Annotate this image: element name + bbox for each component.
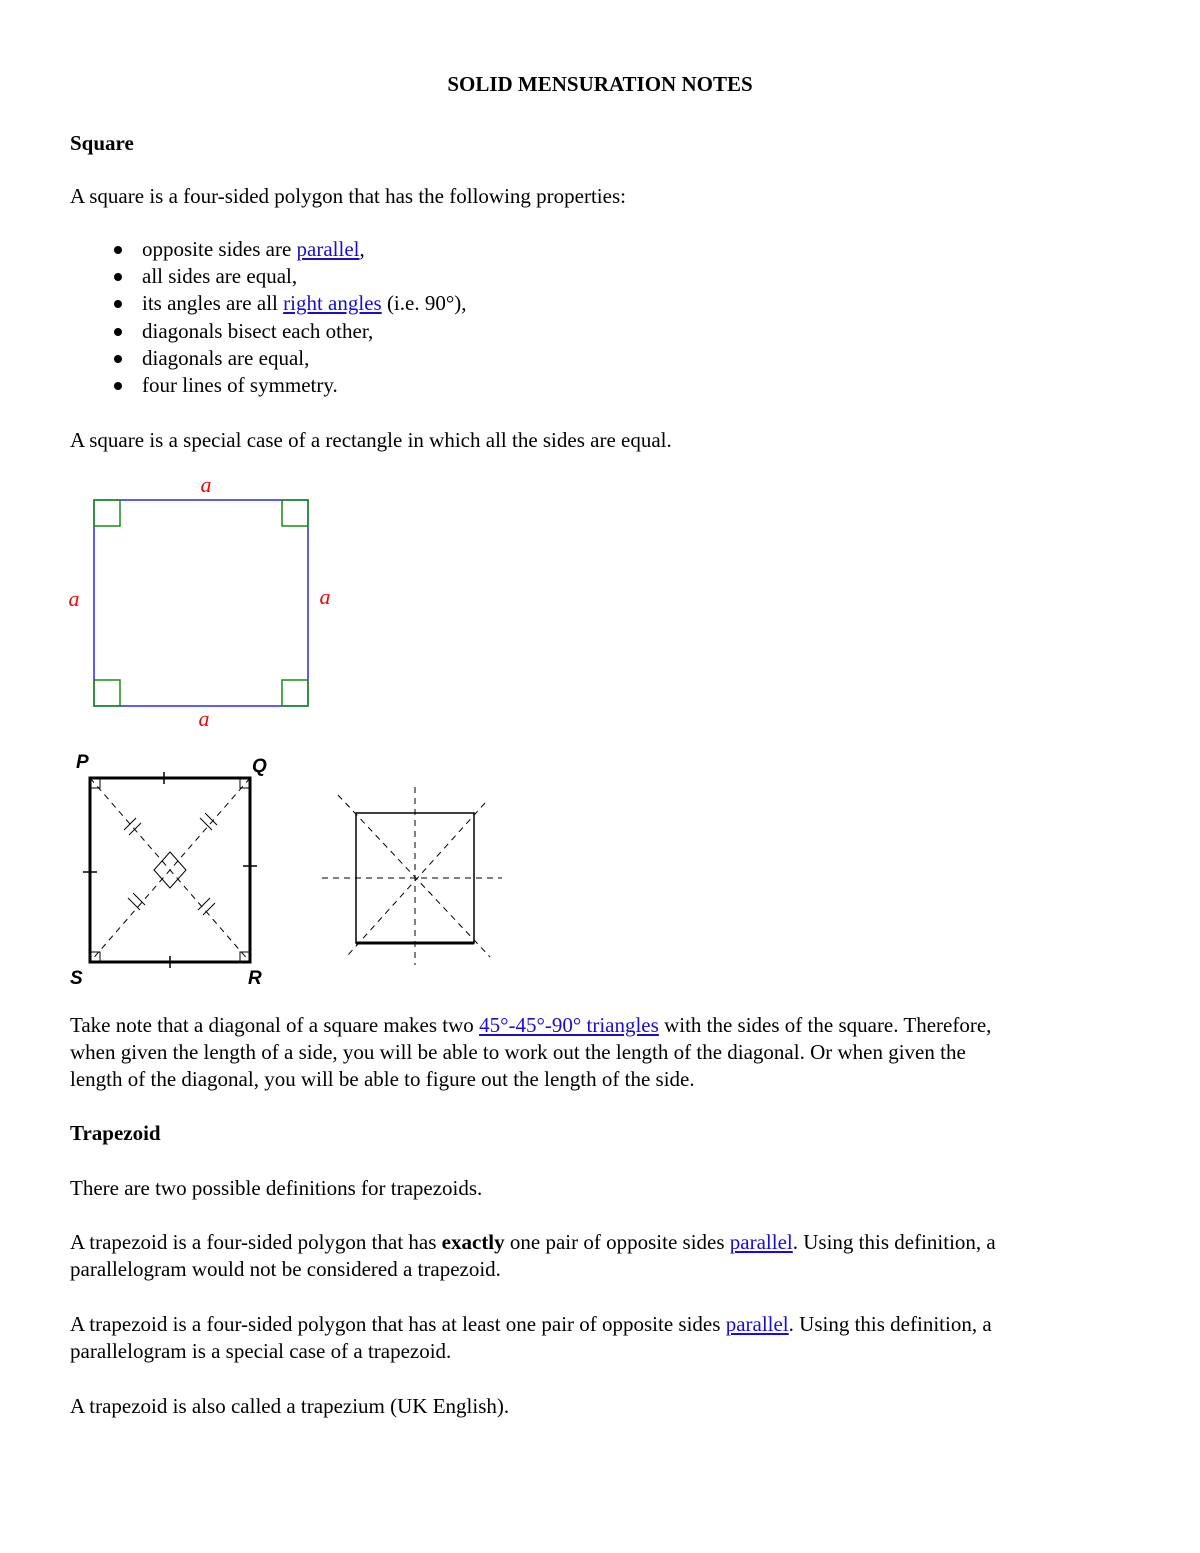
trapezoid-intro: There are two possible definitions for trapezoids.	[70, 1176, 483, 1200]
square-properties-list	[112, 236, 466, 399]
square-symmetry-figure	[320, 785, 505, 965]
trapezoid-definition-2-line-1: A trapezoid is a four-sided polygon that has at least one pair of opposite sides parallel. Using this definition, a	[70, 1312, 992, 1336]
right-angles-link[interactable]: right angles	[283, 291, 382, 316]
vertex-label-s: S	[70, 968, 83, 988]
square-intro: A square is a four-sided polygon that has the following properties:	[70, 184, 626, 208]
vertex-label-q: Q	[252, 756, 267, 777]
diagonal-symmetry-line	[348, 803, 485, 955]
trapezoid-definition-2-line-2: parallelogram is a special case of a trapezoid.	[70, 1339, 452, 1363]
trapezoid-heading: Trapezoid	[70, 1121, 161, 1145]
triangles-link[interactable]: 45°-45°-90° triangles	[479, 1013, 659, 1037]
list-item: diagonals are equal,	[112, 345, 466, 372]
trapezium-note: A trapezoid is also called a trapezium (UK English).	[70, 1394, 510, 1418]
right-angle-marker	[282, 500, 308, 526]
list-item: four lines of symmetry.	[112, 372, 466, 399]
list-item: all sides are equal,	[112, 263, 466, 290]
diagonal-symmetry-line	[338, 795, 490, 957]
parallel-link[interactable]: parallel	[296, 237, 360, 261]
diagonal-note-line-3: length of the diagonal, you will be able to figure out the length of the side.	[70, 1067, 695, 1091]
side-label-top: a	[200, 472, 212, 497]
square-pqrs-figure	[70, 748, 280, 988]
side-label-left: a	[68, 586, 80, 611]
list-item: opposite sides are parallel,	[112, 236, 466, 263]
parallel-link[interactable]: parallel	[725, 1312, 789, 1336]
square-heading: Square	[70, 131, 134, 155]
diagonal-note-line-1: Take note that a diagonal of a square makes two 45°-45°-90° triangles with the sides of the square. Therefore,	[70, 1013, 992, 1037]
vertex-label-p: P	[76, 752, 89, 773]
square-sides-figure	[60, 470, 350, 735]
right-angle-marker	[94, 680, 120, 706]
trapezoid-definition-1-line-2: parallelogram would not be considered a trapezoid.	[70, 1257, 501, 1281]
half-diagonal-ticks	[124, 813, 217, 915]
side-label-right: a	[319, 584, 331, 609]
page-title: SOLID MENSURATION NOTES	[447, 72, 753, 96]
parallel-link[interactable]: parallel	[729, 1230, 793, 1254]
right-angle-marker	[94, 500, 120, 526]
diagonal-note-line-2: when given the length of a side, you will be able to work out the length of the diagonal. Or when given the	[70, 1040, 966, 1064]
exactly-emphasis: exactly	[441, 1230, 505, 1254]
trapezoid-definition-1-line-1: A trapezoid is a four-sided polygon that has exactly one pair of opposite sides parallel. Using this definition, a	[70, 1230, 996, 1254]
square-outline	[94, 500, 308, 706]
list-item: diagonals bisect each other,	[112, 318, 466, 345]
side-label-bottom: a	[198, 706, 210, 731]
vertex-label-r: R	[248, 968, 262, 988]
list-item: its angles are all right angles (i.e. 90°),	[112, 290, 466, 317]
right-angle-marker	[282, 680, 308, 706]
square-special-case: A square is a special case of a rectangle in which all the sides are equal.	[70, 428, 672, 452]
